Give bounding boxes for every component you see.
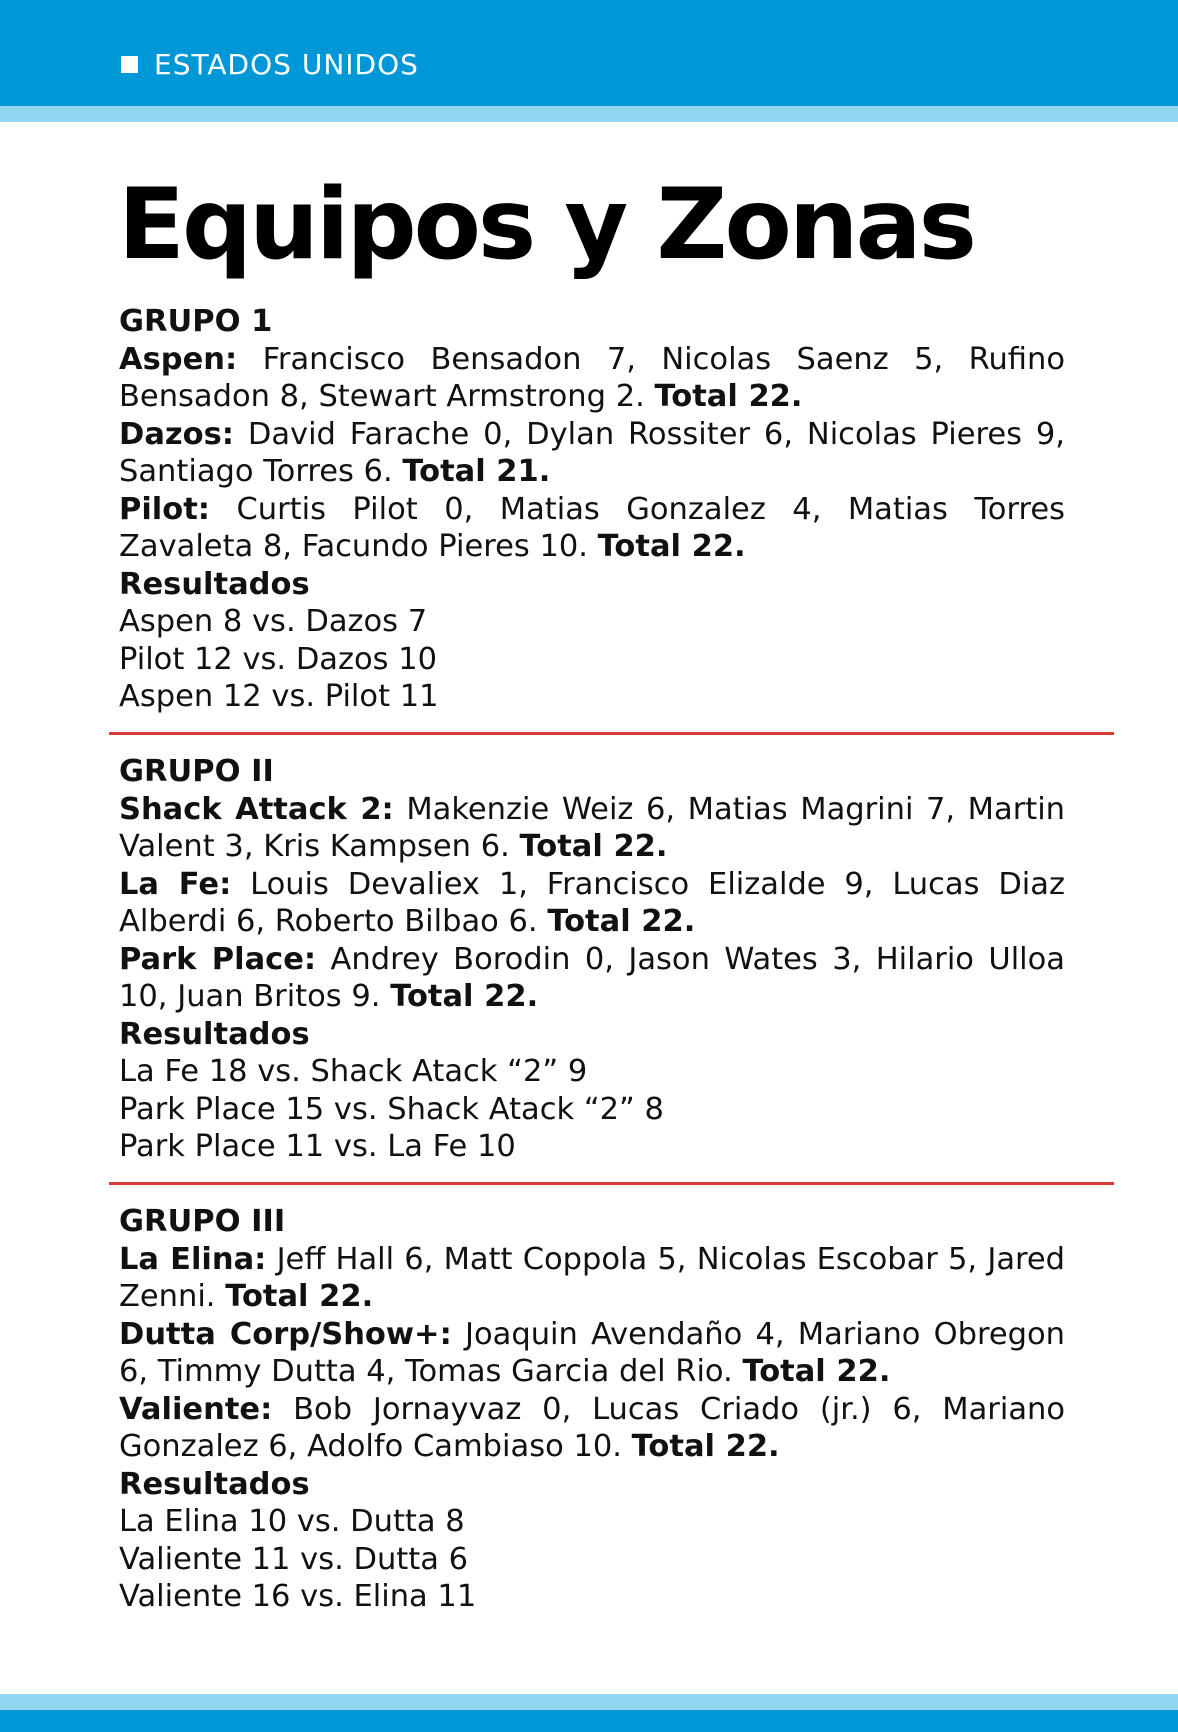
team-players: Bob Jornayvaz 0, Lucas Criado (jr.) 6, Mariano Gonzalez 6, Adolfo Cambiaso 10. — [119, 1391, 1065, 1464]
team-players: Andrey Borodin 0, Jason Wates 3, Hilario Ulloa 10, Juan Britos 9. — [119, 941, 1065, 1014]
result-line: Pilot 12 vs. Dazos 10 — [119, 641, 438, 677]
team-total: Total 22. — [390, 979, 539, 1014]
team-total: Total 22. — [547, 904, 696, 939]
result-line: Valiente 16 vs. Elina 11 — [119, 1579, 477, 1614]
group-2 — [119, 753, 1065, 1166]
group-3 — [119, 1203, 1065, 1616]
team-entry — [119, 941, 1065, 1016]
team-players: David Farache 0, Dylan Rossiter 6, Nicolas Pieres 9, Santiago Torres 6. — [119, 416, 1065, 489]
square-bullet-icon — [121, 56, 138, 73]
result-line: Aspen 12 vs. Pilot 11 — [119, 679, 439, 714]
team-total: Total 22. — [225, 1279, 374, 1314]
section-label-text: ESTADOS UNIDOS — [154, 48, 419, 81]
team-players: Curtis Pilot 0, Matias Gonzalez 4, Matias Torres Zavaleta 8, Facundo Pieres 10. — [119, 491, 1065, 564]
result-line: Park Place 15 vs. Shack Atack “2” 8 — [119, 1091, 664, 1127]
group-heading: GRUPO II — [119, 754, 274, 789]
team-total: Total 21. — [402, 454, 551, 489]
page-title: Equipos y Zonas — [118, 168, 974, 282]
team-total: Total 22. — [742, 1354, 891, 1389]
result-line: Aspen 8 vs. Dazos 7 — [119, 604, 428, 639]
results-heading: Resultados — [119, 1016, 310, 1052]
team-name: Park Place: — [119, 941, 317, 977]
header-stripe — [0, 106, 1178, 122]
team-players: Francisco Bensadon 7, Nicolas Saenz 5, Rufino Bensadon 8, Stewart Armstrong 2. — [119, 341, 1065, 414]
section-label — [121, 48, 419, 81]
team-players: Joaquin Avendaño 4, Mariano Obregon 6, Timmy Dutta 4, Tomas Garcia del Rio. — [119, 1316, 1065, 1389]
team-name: La Fe: — [119, 866, 232, 902]
team-name: Pilot: — [119, 491, 210, 527]
team-total: Total 22. — [519, 829, 668, 864]
team-total: Total 22. — [597, 529, 746, 564]
team-entry — [119, 791, 1065, 866]
result-line: Park Place 11 vs. La Fe 10 — [119, 1129, 516, 1164]
footer-stripe — [0, 1694, 1178, 1710]
team-entry — [119, 341, 1065, 416]
team-entry — [119, 1241, 1065, 1316]
group-heading: GRUPO III — [119, 1204, 286, 1239]
team-entry — [119, 866, 1065, 941]
team-name: Valiente: — [119, 1391, 273, 1427]
group-divider — [109, 1182, 1114, 1185]
team-players: Jeff Hall 6, Matt Coppola 5, Nicolas Escobar 5, Jared Zenni. — [119, 1241, 1066, 1314]
footer-bar — [0, 1710, 1178, 1732]
group-divider — [109, 732, 1114, 735]
team-total: Total 22. — [631, 1429, 780, 1464]
team-name: Dutta Corp/Show+: — [119, 1316, 452, 1352]
team-entry — [119, 416, 1065, 491]
result-line: Valiente 11 vs. Dutta 6 — [119, 1541, 469, 1577]
team-players: Louis Devaliex 1, Francisco Elizalde 9, Lucas Diaz Alberdi 6, Roberto Bilbao 6. — [119, 866, 1065, 939]
result-line: La Fe 18 vs. Shack Atack “2” 9 — [119, 1054, 588, 1089]
team-name: Dazos: — [119, 416, 234, 452]
team-name: La Elina: — [119, 1241, 267, 1277]
group-heading: GRUPO 1 — [119, 304, 273, 339]
results-heading: Resultados — [119, 1466, 310, 1502]
team-entry — [119, 1316, 1065, 1391]
results-heading: Resultados — [119, 566, 310, 602]
team-name: Aspen: — [119, 341, 238, 377]
team-entry — [119, 491, 1065, 566]
group-1 — [119, 303, 1065, 716]
team-total: Total 22. — [654, 379, 803, 414]
team-players: Makenzie Weiz 6, Matias Magrini 7, Martin Valent 3, Kris Kampsen 6. — [119, 791, 1065, 864]
team-entry — [119, 1391, 1065, 1466]
result-line: La Elina 10 vs. Dutta 8 — [119, 1504, 465, 1539]
team-name: Shack Attack 2: — [119, 791, 394, 827]
